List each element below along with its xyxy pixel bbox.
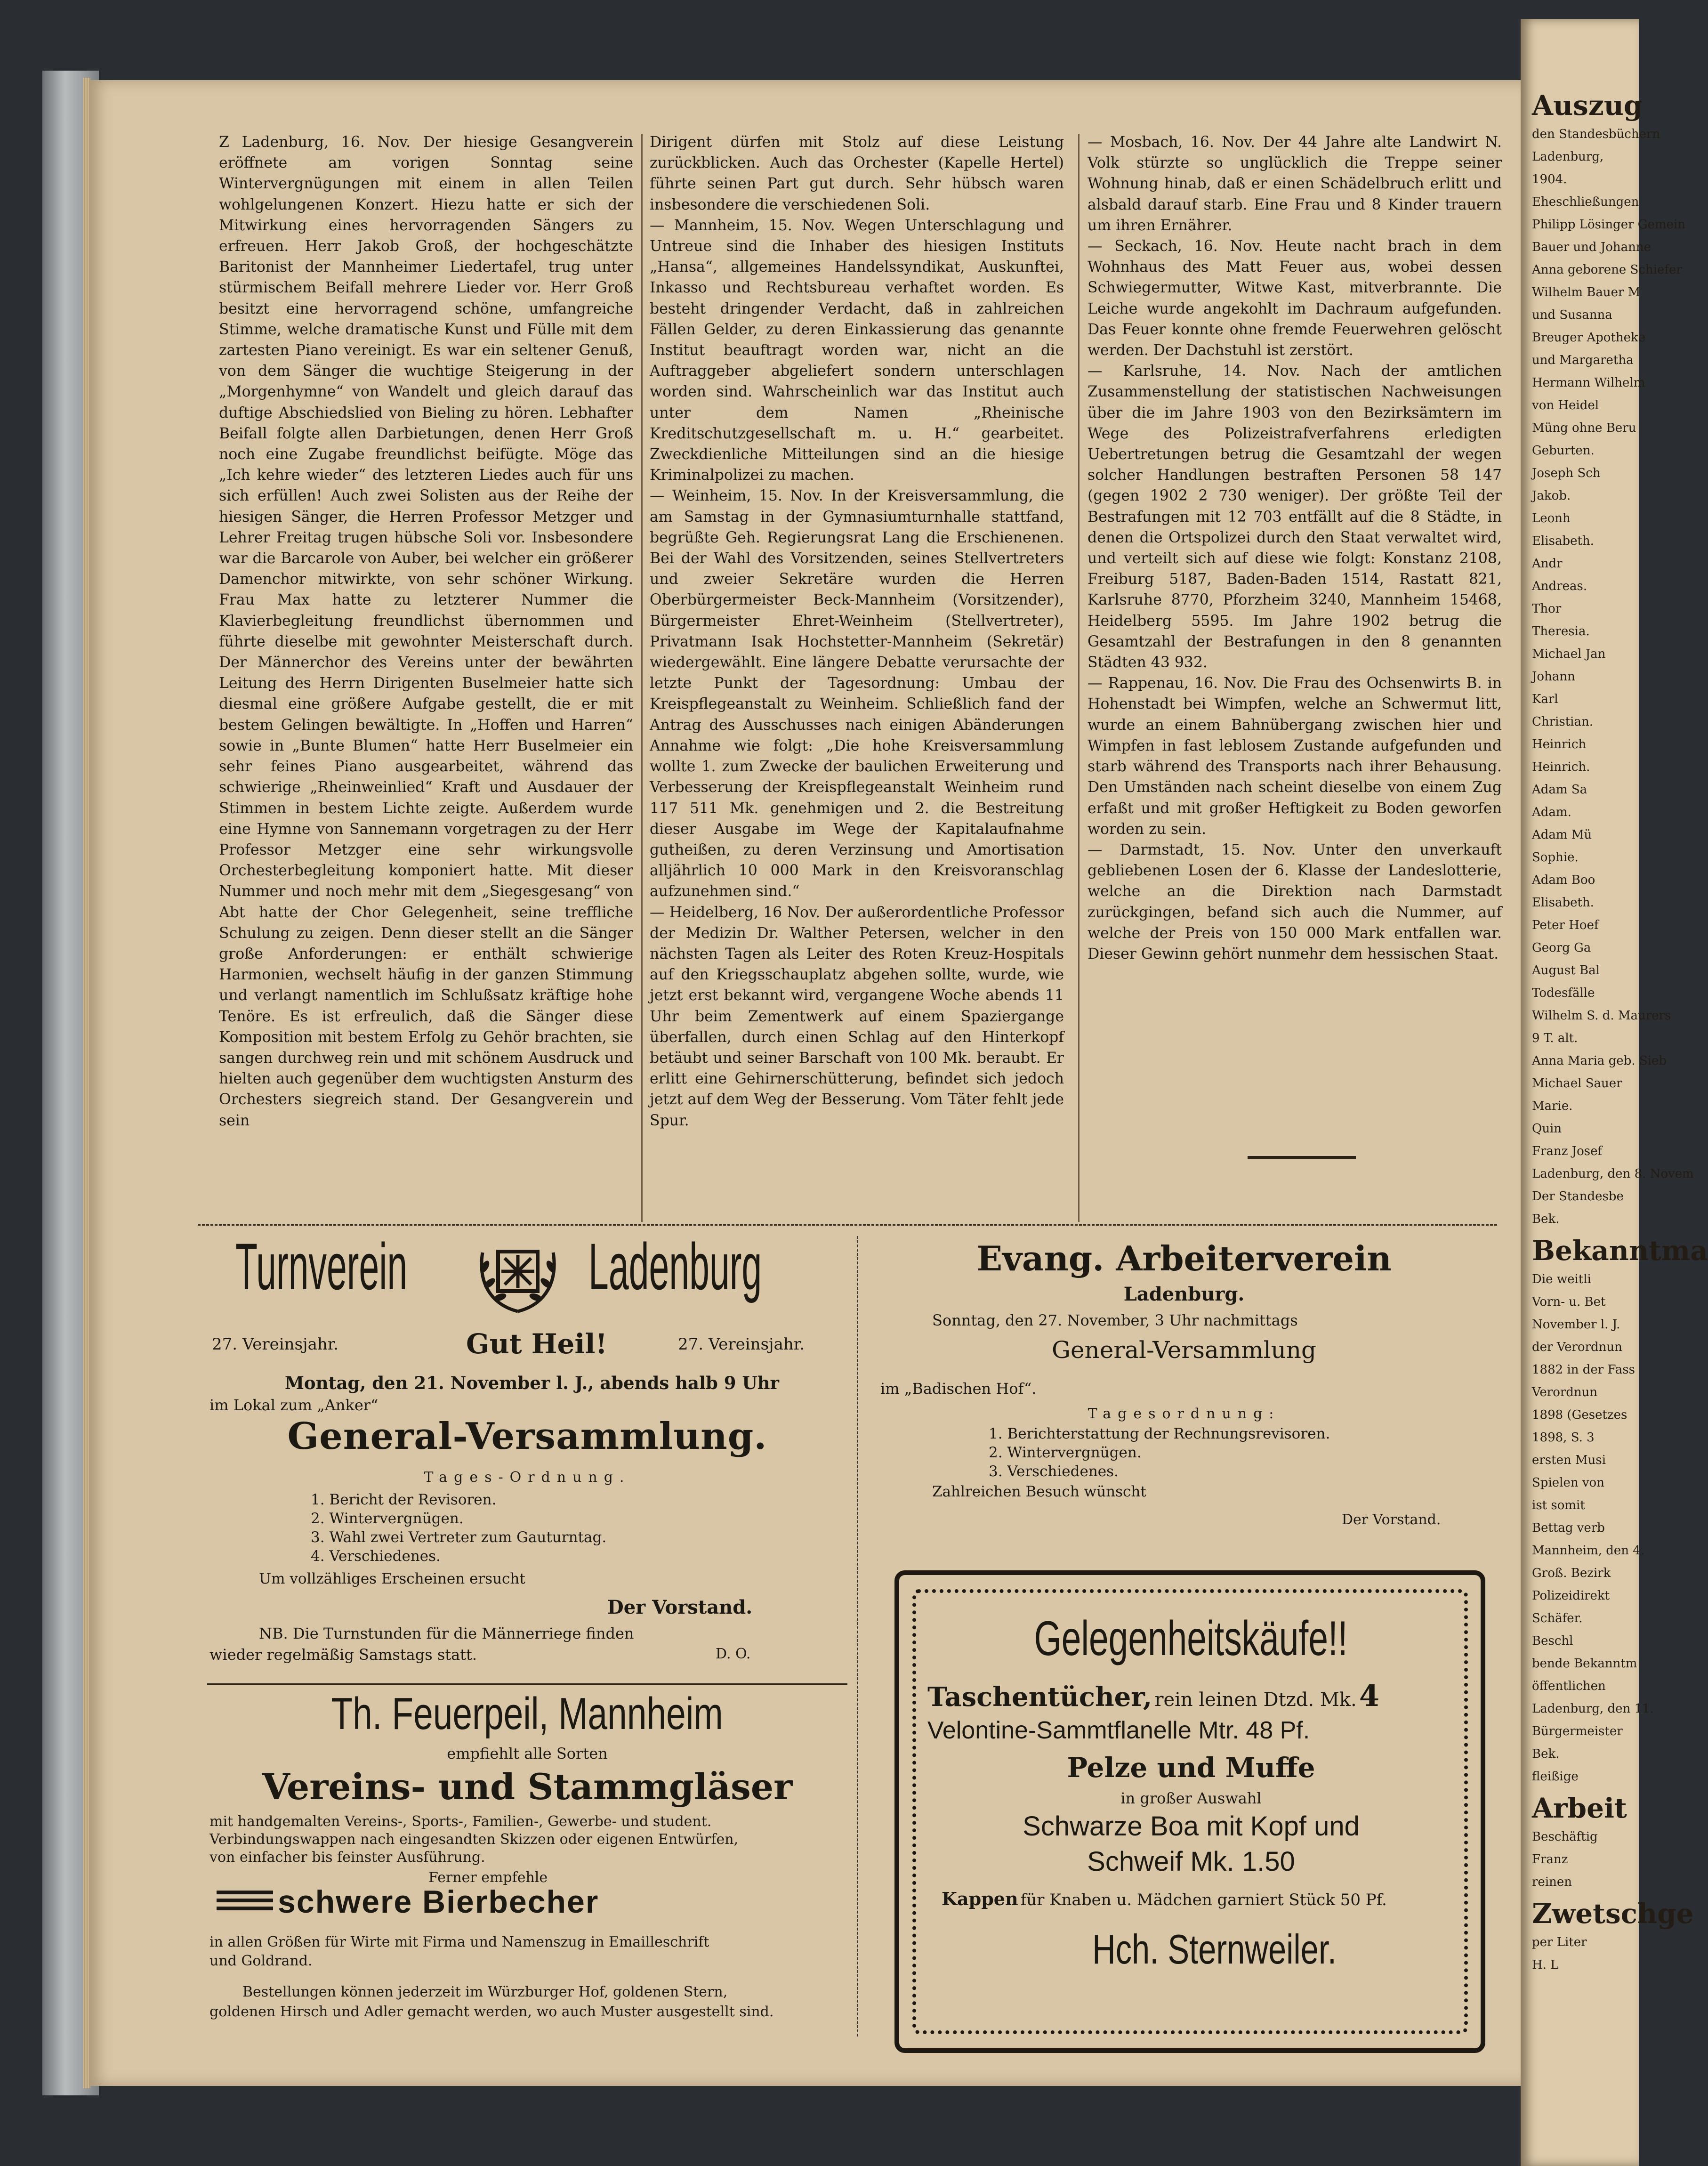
adjacent-page-line: Michael Sauer	[1532, 1076, 1622, 1091]
ad-feuerpeil-name	[207, 1688, 847, 1740]
adjacent-page-line: H. L	[1532, 1958, 1559, 1972]
adjacent-page-line: Heinrich.	[1532, 760, 1590, 774]
adjacent-page-line: Ladenburg, den 11.	[1532, 1702, 1654, 1716]
adjacent-page-line: Franz Josef	[1532, 1144, 1603, 1158]
ad-turnverein-agenda-title: Tages-Ordnung.	[424, 1469, 631, 1486]
description-line: in allen Größen für Wirte mit Firma und Namenszug in Emailleschrift	[209, 1934, 709, 1950]
ad-turnverein-year-left: 27. Vereinsjahr.	[212, 1335, 339, 1354]
ad-turnverein-date: Montag, den 21. November l. J., abends halb 9 Uhr	[284, 1373, 780, 1393]
adjacent-page-line: Andreas.	[1532, 579, 1587, 593]
ad-sternweiler-line6: Schweif Mk. 1.50	[1087, 1846, 1295, 1877]
ad-sternweiler-signature: Hch. Sternweiler.	[1092, 1926, 1337, 1972]
adjacent-page-line: Peter Hoef	[1532, 918, 1599, 932]
description-line: Verbindungswappen nach eingesandten Skizzen oder eigenen Entwürfen,	[209, 1831, 739, 1848]
adjacent-page-line: bende Bekanntm	[1532, 1657, 1637, 1671]
article-ladenburg-gesangverein: Z Ladenburg, 16. Nov. Der hiesige Gesangverein eröffnete am vorigen Sonntag seine Wintervergnügungen mit einem in allen Teilen wohlgelungenen Konzert. Hiezu hatte er sich der Mitwirkung eines hervorragenden Sängers zu erfreuen. Herr Jakob Groß, der hochgeschätzte Baritonist der Mannheimer Liedertafel, trug unter stürmischem Beifall mehrere Lieder vor. Herr Groß besitzt eine hervorragend schöne, umfangreiche Stimme, welche dramatische Kunst und Fülle mit dem zartesten Piano vereinigt. Es war ein seltener Genuß, von dem Sänger die wuchtige Steigerung in der „Morgenhymne“ von Wandelt und gleich darauf das duftige Abschiedslied von Bieling zu hören. Lebhafter Beifall folgte allen Darbietungen, denen Herr Groß noch eine Zugabe freundlichst beifügte. Möge das „Ich kehre wieder“ des letzteren Liedes auch für uns sich erfüllen! Auch zwei Solisten aus der Reihe der hiesigen Sänger, die Herren Professor Metzger und Lehrer Freitag trugen hübsche Soli vor. Insbesondere war die Barcarole von Auber, bei welcher ein größerer Damenchor mitwirkte, von sehr schöner Wirkung. Frau Max hatte zu letzterer Nummer die Klavierbegleitung freundlichst übernommen und führte dieselbe mit gewohnter Meisterschaft durch. Der Männerchor des Vereins unter der bewährten Leitung des Herrn Dirigenten Buselmeier hatte sich diesmal eine größere Aufgabe gestellt, die er mit bestem Gelingen bewältigte. In „Hoffen und Harren“ sowie in „Bunte Blumen“ hatte Herr Buselmeier ein sehr feines Piano ausgearbeitet, während das schwierige „Rheinweinlied“ Kraft und Ausdauer der Stimmen in bestem Lichte zeigte. Außerdem wurde eine Hymne von Sannemann vorgetragen zu der Herr Professor Metzger eine sehr wirkungsvolle Orchesterbegleitung komponiert hatte. Mit dieser Nummer und noch mehr mit dem „Siegesgesang“ von Abt hatte der Chor Gelegenheit, seine treffliche Schulung zu zeigen. Denn dieser stellt an die Sänger große Anforderungen: er enthält schwierige Harmonien, wechselt häufig in der ganzen Stimmung und verlangt namentlich im Schlußsatz kräftige hohe Tenöre. Es ist erfreulich, daß die Sänger diese Komposition mit bestem Erfolg zu Gehör brachten, sie sangen durchweg rein und mit schönem Ausdruck und hielten auch gegenüber dem wuchtigsten Ansturm des Orchesters siegreich stand. Der Gesangverein und sein	[219, 134, 633, 1129]
adjacent-page-line: Adam Boo	[1532, 873, 1595, 887]
ad-arbeiterverein-location: im „Badischen Hof“.	[880, 1380, 1037, 1398]
adjacent-page-line: Jakob.	[1532, 489, 1571, 503]
adjacent-page-line: Andr	[1532, 557, 1563, 571]
ad-feuerpeil-description-2	[209, 1933, 709, 1971]
adjacent-page-line: Heinrich	[1532, 737, 1587, 752]
ad-sternweiler-line7	[942, 1888, 1387, 1909]
adjacent-page-line: Michael Jan	[1532, 647, 1606, 661]
ad-turnverein-motto: Gut Heil!	[466, 1328, 607, 1360]
ad-turnverein-heading: General-Versammlung.	[287, 1415, 767, 1458]
adjacent-page-line: Auszug	[1532, 89, 1643, 121]
adjacent-page-line: Franz	[1532, 1852, 1568, 1867]
ad-sternweiler-line7-desc: für Knaben u. Mädchen garniert Stück 50 Pf.	[1020, 1891, 1387, 1909]
adjacent-page-line: Ladenburg,	[1532, 150, 1604, 164]
ad-sternweiler-line2: Velontine-Sammtflanelle Mtr. 48 Pf.	[927, 1717, 1310, 1744]
article-column-3	[1088, 132, 1502, 964]
adjacent-page-line: Verordnun	[1532, 1385, 1598, 1399]
agenda-item: 1. Berichterstattung der Rechnungsrevisoren.	[989, 1425, 1330, 1442]
orders-line: goldenen Hirsch und Adler gemacht werden, wo auch Muster ausgestellt sind.	[209, 2004, 774, 2020]
description-line: mit handgemalten Vereins-, Sports-, Familien-, Gewerbe- und student.	[209, 1813, 712, 1830]
adjacent-page-line: reinen	[1532, 1875, 1572, 1889]
adjacent-page-line: Spielen von	[1532, 1476, 1604, 1490]
agenda-item: 3. Verschiedenes.	[989, 1463, 1119, 1480]
adjacent-page-line: den Standesbüchern	[1532, 127, 1660, 141]
ad-feuerpeil-product: Vereins- und Stammgläser	[262, 1766, 793, 1808]
adjacent-page-line: und Susanna	[1532, 308, 1612, 322]
adjacent-page-line: Johann	[1532, 670, 1575, 684]
adjacent-page-line: Adam Mü	[1532, 828, 1592, 842]
adjacent-page-line: Die weitli	[1532, 1272, 1591, 1286]
ad-feuerpeil-recommends: empfiehlt alle Sorten	[447, 1745, 608, 1762]
adjacent-page-line: Der Standesbe	[1532, 1189, 1624, 1204]
adjacent-page-line: Bek.	[1532, 1212, 1560, 1226]
article-mannheim: — Mannheim, 15. Nov. Wegen Unterschlagung und Untreue sind die Inhaber des hiesigen Instituts „Hansa“, allgemeines Handelssyndikat, Auskunftei, Inkasso und Rechtsbureau verhaftet worden. Es besteht dringender Verdacht, daß in zahlreichen Fällen Gelder, zu deren Einkassierung das genannte Institut beauftragt worden war, nicht an die Auftraggeber abgeliefert sondern unterschlagen worden sind. Wahrscheinlich war das Institut auch unter dem Namen „Rheinische Kreditschutzgesellschaft m. u. H.“ gearbeitet. Zweckdienliche Mitteilungen sind an die hiesige Kriminalpolizei zu machen.	[650, 217, 1064, 484]
adjacent-page-line: der Verordnun	[1532, 1340, 1622, 1354]
ad-turnverein	[207, 1229, 847, 1681]
article-continuation: Dirigent dürfen mit Stolz auf diese Leistung zurückblicken. Auch das Orchester (Kapelle Hertel) führte seinen Part gut durch. Sehr hübsch waren insbesondere die verschiedenen Soli.	[650, 134, 1064, 213]
ad-feuerpeil-name-text: Th. Feuerpeil, Mannheim	[331, 1689, 724, 1739]
ad-arbeiterverein-date: Sonntag, den 27. November, 3 Uhr nachmittags	[932, 1311, 1298, 1329]
article-mosbach: — Mosbach, 16. Nov. Der 44 Jahre alte Landwirt N. Volk stürzte so unglücklich die Treppe seiner Wohnung hinab, daß er einen Schädelbruch erlitt und alsbald darauf starb. Eine Frau und 8 Kinder trauern um ihren Ernährer.	[1088, 134, 1502, 234]
ad-arbeiterverein-request: Zahlreichen Besuch wünscht	[932, 1483, 1146, 1500]
adjacent-page-line: und Margaretha	[1532, 353, 1634, 367]
ad-arbeiterverein-agenda	[989, 1424, 1330, 1481]
ads-column-divider	[857, 1236, 858, 2037]
adjacent-page-line: Adam.	[1532, 805, 1571, 819]
adjacent-page-line: Joseph Sch	[1532, 466, 1601, 480]
adjacent-page-line: ist somit	[1532, 1498, 1585, 1512]
ad-feuerpeil-description	[209, 1813, 738, 1867]
adjacent-page	[1521, 19, 1708, 2166]
adjacent-page-line: Geburten.	[1532, 444, 1595, 458]
ad-turnverein-title-right: Ladenburg	[588, 1229, 762, 1303]
adjacent-page-line: Ladenburg, den 8. Novem	[1532, 1167, 1694, 1181]
ad-turnverein-nb-line2: wieder regelmäßig Samstags statt.	[209, 1646, 477, 1664]
article-rappenau: — Rappenau, 16. Nov. Die Frau des Ochsenwirts B. in Hohenstadt bei Wimpfen, welche an Schwermut litt, wurde an einem Bahnübergang zwischen hier und Wimpfen in fast leblosem Zustande aufgefunden und starb während des Transports nach ihrer Behausung. Den Umständen nach scheint dieselbe von einem Zug erfaßt und mit großer Heftigkeit zu Boden geworfen worden zu sein.	[1088, 675, 1502, 838]
adjacent-page-line: öffentlichen	[1532, 1679, 1606, 1693]
ad-feuerpeil-orders	[209, 1982, 773, 2022]
ad-sternweiler-line3: Pelze und Muffe	[1067, 1752, 1315, 1784]
adjacent-page-line: Mannheim, den 4.	[1532, 1544, 1645, 1558]
ad-sternweiler-line1	[927, 1679, 1379, 1713]
adjacent-page-line: Elisabeth.	[1532, 534, 1594, 548]
adjacent-page-line: 1898 (Gesetzes	[1532, 1408, 1627, 1422]
ad-turnverein-signature: Der Vorstand.	[607, 1596, 753, 1618]
article-column-1	[219, 132, 633, 1131]
ad-arbeiterverein-title: Evang. Arbeiterverein	[976, 1238, 1392, 1278]
decorative-bars-left	[217, 1891, 273, 1919]
adjacent-page-line: Arbeit	[1532, 1792, 1627, 1824]
article-karlsruhe: — Karlsruhe, 14. Nov. Nach der amtlichen Zusammenstellung der statistischen Nachweisungen über die im Jahre 1903 von den Bezirksämtern im Wege des Polizeistrafverfahrens erledigten Uebertretungen betrug die Gesamtzahl der wegen solcher Handlungen bestraften Personen 58 147 (gegen 1902 2 730 weniger). Der größte Teil der Bestrafungen mit 12 703 entfällt auf die 8 Städte, in denen die Ortspolizei durch den Staat verwaltet wird, und verteilt sich auf diese wie folgt: Konstanz 2108, Freiburg 5187, Baden-Baden 1514, Rastatt 821, Karlsruhe 8770, Pforzheim 3240, Mannheim 15468, Heidelberg 5595. Im Jahre 1902 betrug die Gesamtzahl der Bestrafungen in den 8 genannten Städten 43 932.	[1088, 363, 1502, 671]
adjacent-page-line: Leonh	[1532, 511, 1571, 525]
adjacent-page-line: Wilhelm S. d. Maurers	[1532, 1009, 1671, 1023]
adjacent-page-line: Beschl	[1532, 1634, 1573, 1648]
ad-turnverein-place: im Lokal zum „Anker“	[209, 1396, 379, 1414]
ad-turnverein-year-right: 27. Vereinsjahr.	[678, 1335, 805, 1354]
description-line: von einfacher bis feinster Ausführung.	[209, 1849, 485, 1866]
ad-feuerpeil-product2: schwere Bierbecher	[278, 1884, 599, 1920]
ad-sternweiler	[923, 1601, 1459, 2025]
adjacent-page-line: Todesfälle	[1532, 986, 1595, 1000]
adjacent-page-line: 1898, S. 3	[1532, 1431, 1595, 1445]
ad-turnverein-nb-line1: NB. Die Turnstunden für die Männerriege finden	[259, 1624, 634, 1642]
article-seckach: — Seckach, 16. Nov. Heute nacht brach in dem Wohnhaus des Matt Feuer aus, wobei dessen Schwiegermutter, Witwe Kast, mitverbrannte. Die Leiche wurde angekohlt im Dachraum aufgefunden. Das Feuer konnte ohne fremde Feuerwehren gelöscht werden. Der Dachstuhl ist zerstört.	[1088, 238, 1502, 359]
adjacent-page-line: Vorn- u. Bet	[1532, 1295, 1606, 1309]
adjacent-page-line: Bettag verb	[1532, 1521, 1605, 1535]
adjacent-page-line: Philipp Lösinger Gemein	[1532, 218, 1686, 232]
ad-sternweiler-line1-desc: rein leinen Dtzd. Mk.	[1154, 1689, 1357, 1711]
adjacent-page-line: Christian.	[1532, 715, 1593, 729]
adjacent-page-line: August Bal	[1532, 963, 1600, 978]
adjacent-page-line: Polizeidirekt	[1532, 1589, 1610, 1603]
adjacent-page-line: Georg Ga	[1532, 941, 1591, 955]
column-divider	[1078, 134, 1080, 1222]
adjacent-page-line: Bürgermeister	[1532, 1724, 1623, 1738]
ad-separator	[207, 1683, 847, 1685]
adjacent-page-line: Elisabeth.	[1532, 896, 1594, 910]
ad-feuerpeil	[207, 1688, 847, 2055]
adjacent-page-line: 1904.	[1532, 172, 1567, 186]
adjacent-page-line: Bekanntma	[1532, 1235, 1708, 1267]
adjacent-page-line: Müng ohne Beru	[1532, 421, 1636, 435]
agenda-item: 2. Wintervergnügen.	[311, 1510, 464, 1527]
adjacent-page-line: per Liter	[1532, 1935, 1587, 1949]
adjacent-page-line: Hermann Wilhelm	[1532, 376, 1645, 390]
adjacent-page-line: Theresia.	[1532, 624, 1590, 638]
ad-sternweiler-line5: Schwarze Boa mit Kopf und	[1023, 1811, 1360, 1842]
turnverein-emblem-icon	[471, 1234, 565, 1318]
article-weinheim: — Weinheim, 15. Nov. In der Kreisversammlung, die am Samstag in der Gymnasiumturnhalle stattfand, begrüßte Geh. Regierungsrat Lang die Erschienenen. Bei der Wahl des Vorsitzenden, seines Stellvertreters und zweier Sekretäre wurden die Herren Oberbürgermeister Beck-Mannheim (Vorsitzender), Bürgermeister Ehret-Weinheim (Stellvertreter), Privatmann Isak Hochstetter-Mannheim (Sekretär) wiedergewählt. Eine längere Debatte verursachte der letzte Punkt der Tagesordnung: Umbau der Kreispflegeanstalt zu Weinheim. Schließlich fand der Antrag des Ausschusses nach einigen Abänderungen Annahme wie folgt: „Die hohe Kreisversammlung wollte 1. zum Zwecke der baulichen Erweiterung und Verbesserung der Kreispflegeanstalt Weinheim rund 117 511 Mk. genehmigen und 2. die Bestreitung dieser Ausgabe im Wege der Kapitalaufnahme gutheißen, zu deren Verzinsung und Amortisation alljährlich 10 000 Mark in den Kreisvoranschlag aufzunehmen sind.“	[650, 487, 1064, 900]
adjacent-page-line: Beschäftig	[1532, 1830, 1598, 1844]
ad-sternweiler-line7-product: Kappen	[942, 1888, 1018, 1909]
article-heidelberg: — Heidelberg, 16 Nov. Der außerordentliche Professor der Medizin Dr. Walther Petersen, welcher in den nächsten Tagen als Leiter des Roten Kreuz-Hospitals auf den Kriegsschauplatz abgehen sollte, wurde, wie jetzt erst bekannt wird, vergangene Woche abends 11 Uhr beim Zementwerk auf einem Spaziergange überfallen, durch einen Schlag auf den Hinterkopf betäubt und seiner Barschaft von 100 Mk. beraubt. Er erlitt eine Gehirnerschütterung, befindet sich jedoch jetzt auf dem Weg der Besserung. Vom Täter fehlt jede Spur.	[650, 904, 1064, 1129]
adjacent-page-line: Schäfer.	[1532, 1611, 1583, 1625]
ad-sternweiler-heading-wrap	[923, 1610, 1459, 1667]
ad-arbeiterverein-agenda-title: Tagesordnung:	[1088, 1406, 1281, 1422]
end-rule	[1248, 1156, 1356, 1159]
agenda-item: 2. Wintervergnügen.	[989, 1444, 1142, 1461]
description-line: und Goldrand.	[209, 1953, 313, 1969]
adjacent-page-line: Marie.	[1532, 1099, 1573, 1113]
ad-turnverein-nb-sign: D. O.	[716, 1646, 751, 1662]
adjacent-page-line: 1882 in der Fass	[1532, 1363, 1635, 1377]
adjacent-page-line: fleißige	[1532, 1770, 1579, 1784]
agenda-item: 1. Bericht der Revisoren.	[311, 1491, 497, 1508]
ad-arbeiterverein-heading: General-Versammlung	[1052, 1336, 1316, 1364]
column-divider	[641, 134, 643, 1222]
adjacent-page-line: Sophie.	[1532, 850, 1579, 865]
ad-turnverein-agenda	[311, 1490, 606, 1566]
ad-sternweiler-line1-product: Taschentücher,	[927, 1681, 1152, 1713]
ad-turnverein-title-left: Turnverein	[235, 1229, 408, 1303]
adjacent-page-line: Anna geborene Schiefer	[1532, 263, 1682, 277]
adjacent-page-line: Thor	[1532, 602, 1562, 616]
ad-sternweiler-line1-price: 4	[1359, 1679, 1379, 1713]
adjacent-page-line: November l. J.	[1532, 1317, 1620, 1332]
ad-feuerpeil-further: Ferner empfehle	[428, 1869, 548, 1886]
agenda-item: 4. Verschiedenes.	[311, 1548, 441, 1565]
ad-arbeiterverein-place: Ladenburg.	[1123, 1283, 1245, 1305]
adjacent-page-line: ersten Musi	[1532, 1453, 1606, 1467]
adjacent-page-line: Quin	[1532, 1122, 1562, 1136]
adjacent-page-line: Zwetschge	[1532, 1898, 1694, 1930]
ad-arbeiterverein-signature: Der Vorstand.	[1342, 1511, 1441, 1528]
ad-sternweiler-line4: in großer Auswahl	[1120, 1789, 1262, 1807]
orders-line: Bestellungen können jederzeit im Würzburger Hof, goldenen Stern,	[242, 1984, 728, 2000]
ads-divider	[198, 1224, 1497, 1226]
adjacent-page-line: Karl	[1532, 692, 1558, 706]
adjacent-page-line: von Heidel	[1532, 398, 1599, 412]
agenda-item: 3. Wahl zwei Vertreter zum Gauturntag.	[311, 1529, 607, 1546]
ad-sternweiler-signature-wrap	[979, 1926, 1450, 1973]
ad-sternweiler-heading: Gelegenheitskäufe!!	[1034, 1611, 1348, 1666]
adjacent-page-line: Anna Maria geb. Sieb	[1532, 1054, 1667, 1068]
ad-arbeiterverein	[871, 1229, 1497, 1535]
adjacent-page-line: Adam Sa	[1532, 783, 1587, 797]
adjacent-page-line: Wilhelm Bauer M	[1532, 285, 1641, 299]
adjacent-page-line: Eheschließungen	[1532, 195, 1639, 209]
adjacent-page-line: Groß. Bezirk	[1532, 1566, 1611, 1580]
ad-turnverein-request: Um vollzähliges Erscheinen ersucht	[259, 1570, 525, 1587]
article-column-2	[650, 132, 1064, 1131]
adjacent-page-line: Bek.	[1532, 1747, 1560, 1761]
adjacent-page-line: Breuger Apotheke	[1532, 331, 1646, 345]
adjacent-page-line: Bauer und Johanne	[1532, 240, 1652, 254]
adjacent-page-line: 9 T. alt.	[1532, 1031, 1578, 1045]
article-darmstadt: — Darmstadt, 15. Nov. Unter den unverkauft gebliebenen Losen der 6. Klasse der Landeslotterie, welche an die Direktion nach Darmstadt zurückgingen, befand sich auch die Nummer, auf welche der Preis von 150 000 Mark entfallen war. Dieser Gewinn gehört nunmehr dem hessischen Staat.	[1088, 841, 1502, 962]
